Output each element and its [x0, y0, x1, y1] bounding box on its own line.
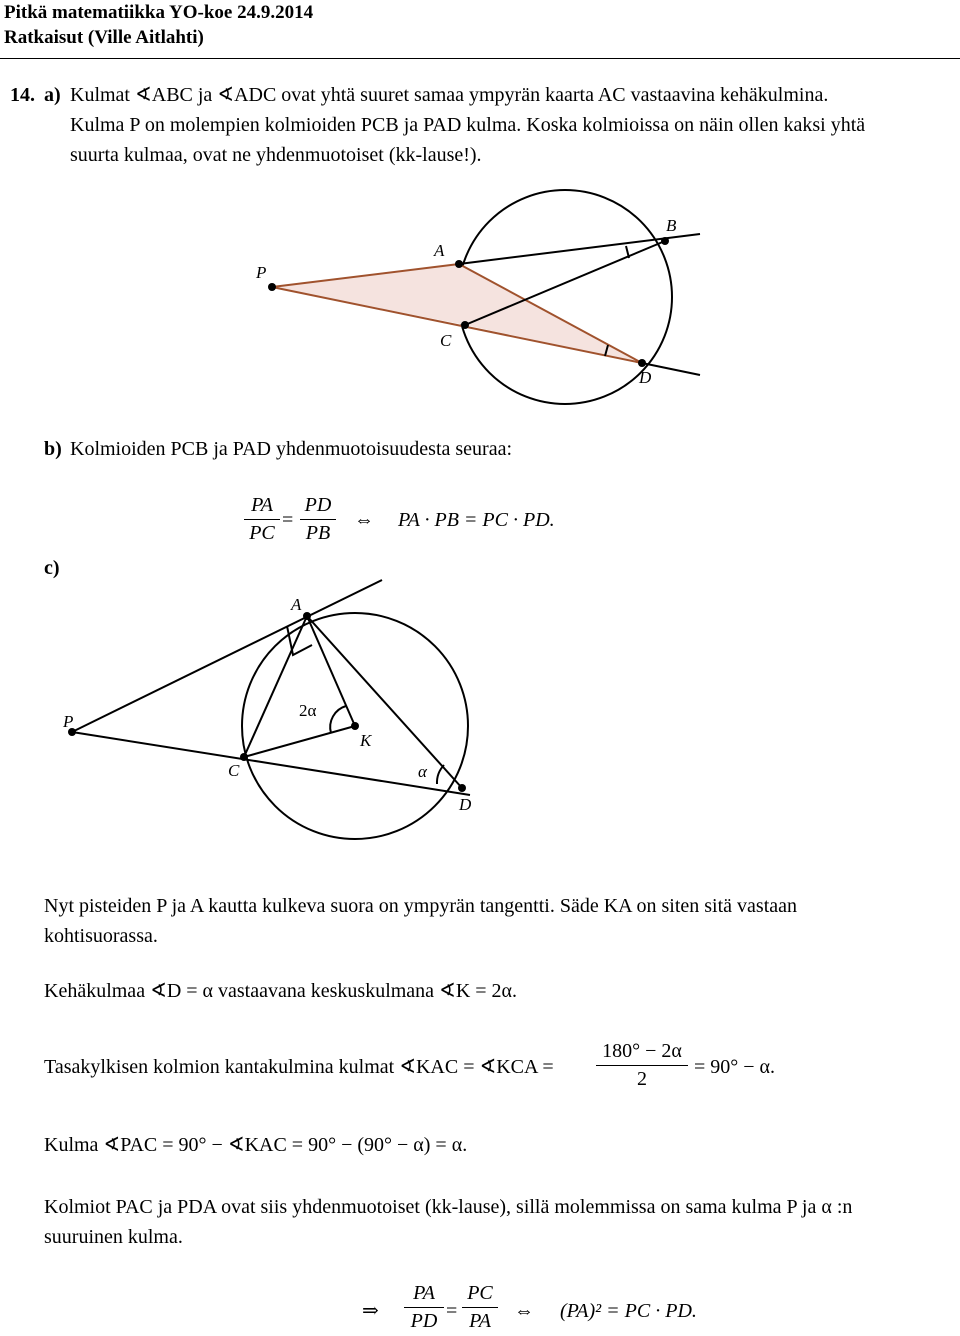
final-frac2-den: PA — [469, 1310, 491, 1332]
part-b-frac2-den: PB — [305, 522, 331, 544]
final-iff: ⇔ — [514, 1300, 534, 1322]
figure-1-shaded-region — [272, 264, 642, 363]
segment-AC — [244, 616, 307, 757]
point-C — [461, 321, 469, 329]
part-b-iff: ⇔ — [354, 509, 374, 531]
part-a-line3: suurta kulmaa, ovat ne yhdenmuotoiset (kk-lause!). — [70, 144, 482, 166]
part-a-line2: Kulma P on molempien kolmioiden PCB ja PAD kulma. Koska kolmioissa on näin ollen kaksi yhtä — [70, 114, 866, 136]
point-K — [351, 722, 359, 730]
c-line4-num: 180° − 2α — [596, 1040, 688, 1066]
radius-KC — [244, 726, 355, 757]
point-D — [638, 359, 646, 367]
final-frac1-num: PA — [404, 1282, 444, 1308]
point-A — [303, 612, 311, 620]
part-a-line1: Kulmat ∢ABC ja ∢ADC ovat yhtä suuret samaa ympyrän kaarta AC vastaavina kehäkulmina. — [70, 84, 829, 106]
label-A: A — [291, 595, 302, 614]
label-K: K — [360, 731, 372, 750]
part-b-frac2-num: PD — [300, 494, 336, 520]
label-C: C — [228, 761, 240, 780]
label-D: D — [639, 368, 652, 387]
point-P — [268, 283, 276, 291]
c-line2: kohtisuorassa. — [44, 925, 158, 947]
c-line5: Kulma ∢PAC = 90° − ∢KAC = 90° − (90° − α) = α. — [44, 1134, 468, 1156]
part-b-fraction-2 — [300, 494, 336, 545]
final-equals: = — [446, 1300, 458, 1322]
part-b-label: b) — [44, 438, 62, 460]
point-B — [661, 237, 669, 245]
c-line7: suuruinen kulma. — [44, 1226, 183, 1248]
figure-1-diagram — [0, 180, 960, 410]
point-C — [240, 753, 248, 761]
label-P: P — [256, 263, 267, 282]
label-D: D — [459, 795, 472, 814]
part-a-label: a) — [44, 84, 61, 106]
doc-subtitle: Ratkaisut (Ville Aitlahti) — [4, 27, 204, 48]
c-line4-fraction — [596, 1040, 688, 1091]
label-B: B — [666, 216, 677, 235]
c-line4-den: 2 — [637, 1068, 647, 1090]
c-line3: Kehäkulmaa ∢D = α vastaavana keskuskulmana ∢K = 2α. — [44, 980, 518, 1002]
figure-2-diagram — [0, 575, 960, 875]
part-b-frac1-num: PA — [244, 494, 280, 520]
part-b-frac1-den: PC — [249, 522, 275, 544]
final-result: (PA)² = PC · PD. — [560, 1300, 697, 1322]
part-c-label: c) — [44, 557, 60, 579]
label-P: P — [63, 712, 74, 731]
final-fraction-1 — [404, 1282, 444, 1333]
final-frac1-den: PD — [410, 1310, 438, 1332]
tangent-line-PA — [72, 580, 382, 732]
problem-number: 14. — [10, 84, 35, 106]
c-line6: Kolmiot PAC ja PDA ovat siis yhdenmuotoiset (kk-lause), sillä molemmissa on sama kulma P ja α :n — [44, 1196, 853, 1218]
segment-AD — [307, 616, 462, 788]
point-A — [455, 260, 463, 268]
label-alpha: α — [418, 762, 427, 781]
label-C: C — [440, 331, 452, 350]
final-frac2-num: PC — [462, 1282, 498, 1308]
doc-title: Pitkä matematiikka YO-koe 24.9.2014 — [4, 2, 314, 23]
final-implies: ⇒ — [362, 1300, 379, 1322]
header-rule — [0, 58, 960, 59]
part-b-fraction-1 — [244, 494, 280, 545]
part-b-result: PA · PB = PC · PD. — [398, 509, 555, 531]
final-fraction-2 — [462, 1282, 498, 1333]
label-2alpha: 2α — [299, 701, 317, 720]
c-line1: Nyt pisteiden P ja A kautta kulkeva suora on ympyrän tangentti. Säde KA on siten sitä vastaan — [44, 895, 798, 917]
point-D — [458, 784, 466, 792]
part-b-equals: = — [282, 509, 294, 531]
secant-line-PD — [72, 732, 470, 795]
part-b-text: Kolmioiden PCB ja PAD yhdenmuotoisuudesta seuraa: — [70, 438, 513, 460]
c-line4-tail: = 90° − α. — [694, 1056, 776, 1078]
c-line4-text: Tasakylkisen kolmion kantakulmina kulmat ∢KAC = ∢KCA = — [44, 1056, 554, 1078]
label-A: A — [434, 241, 445, 260]
